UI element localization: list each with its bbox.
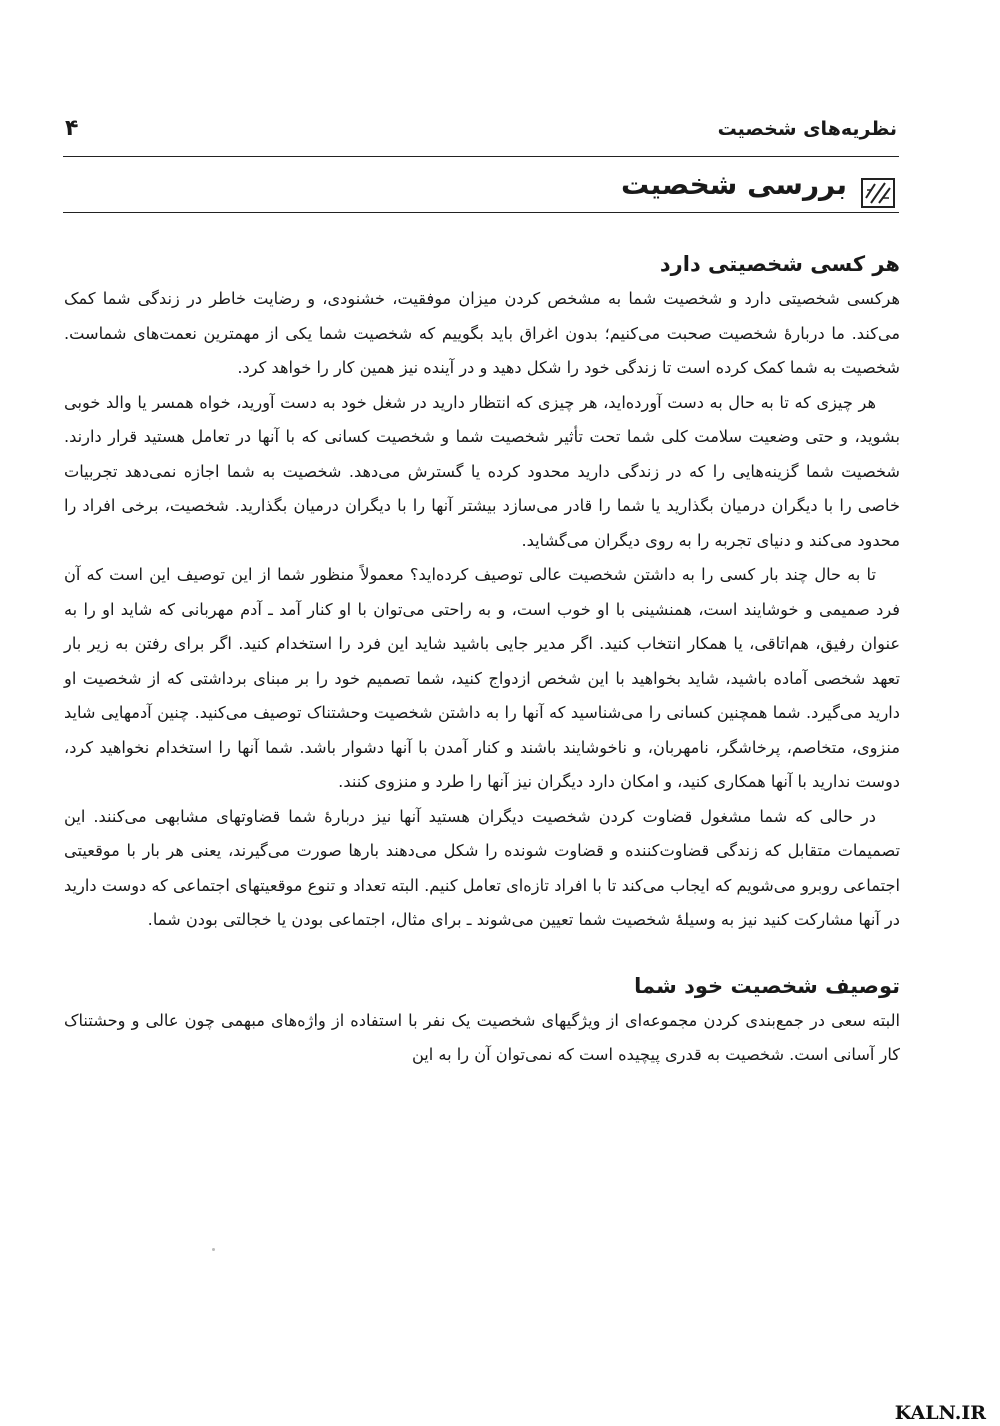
watermark: KALN.IR [894,1402,986,1424]
paragraph: هرکسی شخصیتی دارد و شخصیت شما به مشخص کردن میزان موفقیت، خشنودی، و رضایت خاطر در زندگی شما کمک می‌کند. ما دربارهٔ شخصیت صحبت می‌کنیم؛ بدون اغراق باید بگوییم که شخصیت شما یکی از مهمترین نعمت‌های شماست. شخصیت به شما کمک کرده است تا زندگی خود را شکل دهید و در آینده نیز همین کار را خواهد کرد. [64,289,900,377]
body-text [64,246,900,1073]
subheading-describe-your-personality: توصیف شخصیت خود شما [634,973,900,998]
scan-speck [212,1248,215,1251]
paragraph: تا به حال چند بار کسی را به داشتن شخصیت عالی توصیف کرده‌اید؟ معمولاً منظور شما از این توصیف این است که آن فرد صمیمی و خوشایند است، همنشینی با او خوب است، و به راحتی می‌توان با او کنار آمد ـ آدم مهربانی که شاید او را به عنوان رفیق، هم‌اتاقی، یا همکار انتخاب کنید. اگر مدیر جایی باشید شاید این فرد را استخدام کنید. اگر برای رفتن به زیر بار تعهد شخصی آماده باشید، شاید بخواهید با این شخص ازدواج کنید، شما تصمیم خود را بر مبنای برداشتی که از شخصیت او دارید می‌گیرد. شما همچنین کسانی را می‌شناسید که آنها را به داشتن شخصیت وحشتناک توصیف می‌کنید. چنین آدمهایی شاید منزوی، متخاصم، پرخاشگر، نامهربان، و ناخوشایند باشند و کنار آمدن با آنها دشوار باشد. شما آنها را استخدام نخواهید کرد، دوست ندارید با آنها همکاری کنید، و امکان دارد دیگران نیز آنها را طرد و منزوی کنند. [64,565,900,791]
paragraph: در حالی که شما مشغول قضاوت کردن شخصیت دیگران هستید آنها نیز دربارهٔ شما قضاوتهای مشابهی می‌کنند. این تصمیمات متقابل که زندگی قضاوت‌کننده و قضاوت شونده را شکل می‌دهند بارها صورت می‌گیرند، یعنی هر بار با موقعیتی اجتماعی روبرو می‌شویم که ایجاب می‌کند تا با افراد تازه‌ای تعامل کنیم. البته تعداد و تنوع موقعیتهای اجتماعی که دوست دارید در آنها مشارکت کنید نیز به وسیلهٔ شخصیت شما تعیین می‌شوند ـ برای مثال، اجتماعی بودن یا خجالتی بودن شما. [64,806,900,929]
subheading-everyone-has-personality: هر کسی شخصیتی دارد [659,252,900,276]
section-title: بررسی شخصیت [620,168,847,201]
page-number: ۴ [65,116,79,141]
paragraph: هر چیزی که تا به حال به دست آورده‌اید، هر چیزی که انتظار دارید در شغل خود به دست آورید، خواه همسر یا والد خوبی بشوید، و حتی وضعیت سلامت کلی شما تحت تأثیر شخصیت شما و شخصیت کسانی که با آنها در تعامل هستید قرار دارند. شخصیت شما گزینه‌هایی را که در زندگی دارید محدود کرده یا گسترش می‌دهد. شخصیت به شما اجازه نمی‌دهد تجربیات خاصی را با دیگران درمیان بگذارید یا شما را قادر می‌سازد بیشتر آنها را با دیگران درمیان بگذارید. شخصیت، برخی افراد را محدود می‌کند و دنیای تجربه را به روی دیگران می‌گشاید. [64,392,900,550]
paragraph: البته سعی در جمع‌بندی کردن مجموعه‌ای از ویژگیهای شخصیت یک نفر با استفاده از واژه‌های مبهمی چون عالی و وحشتناک کار آسانی است. شخصیت به قدری پیچیده است که نمی‌توان آن را به این [64,1010,900,1064]
chapter-title-bar [63,160,899,213]
section-emblem-icon [861,178,895,208]
running-header [63,112,899,157]
running-title: نظریه‌های شخصیت [717,118,897,140]
